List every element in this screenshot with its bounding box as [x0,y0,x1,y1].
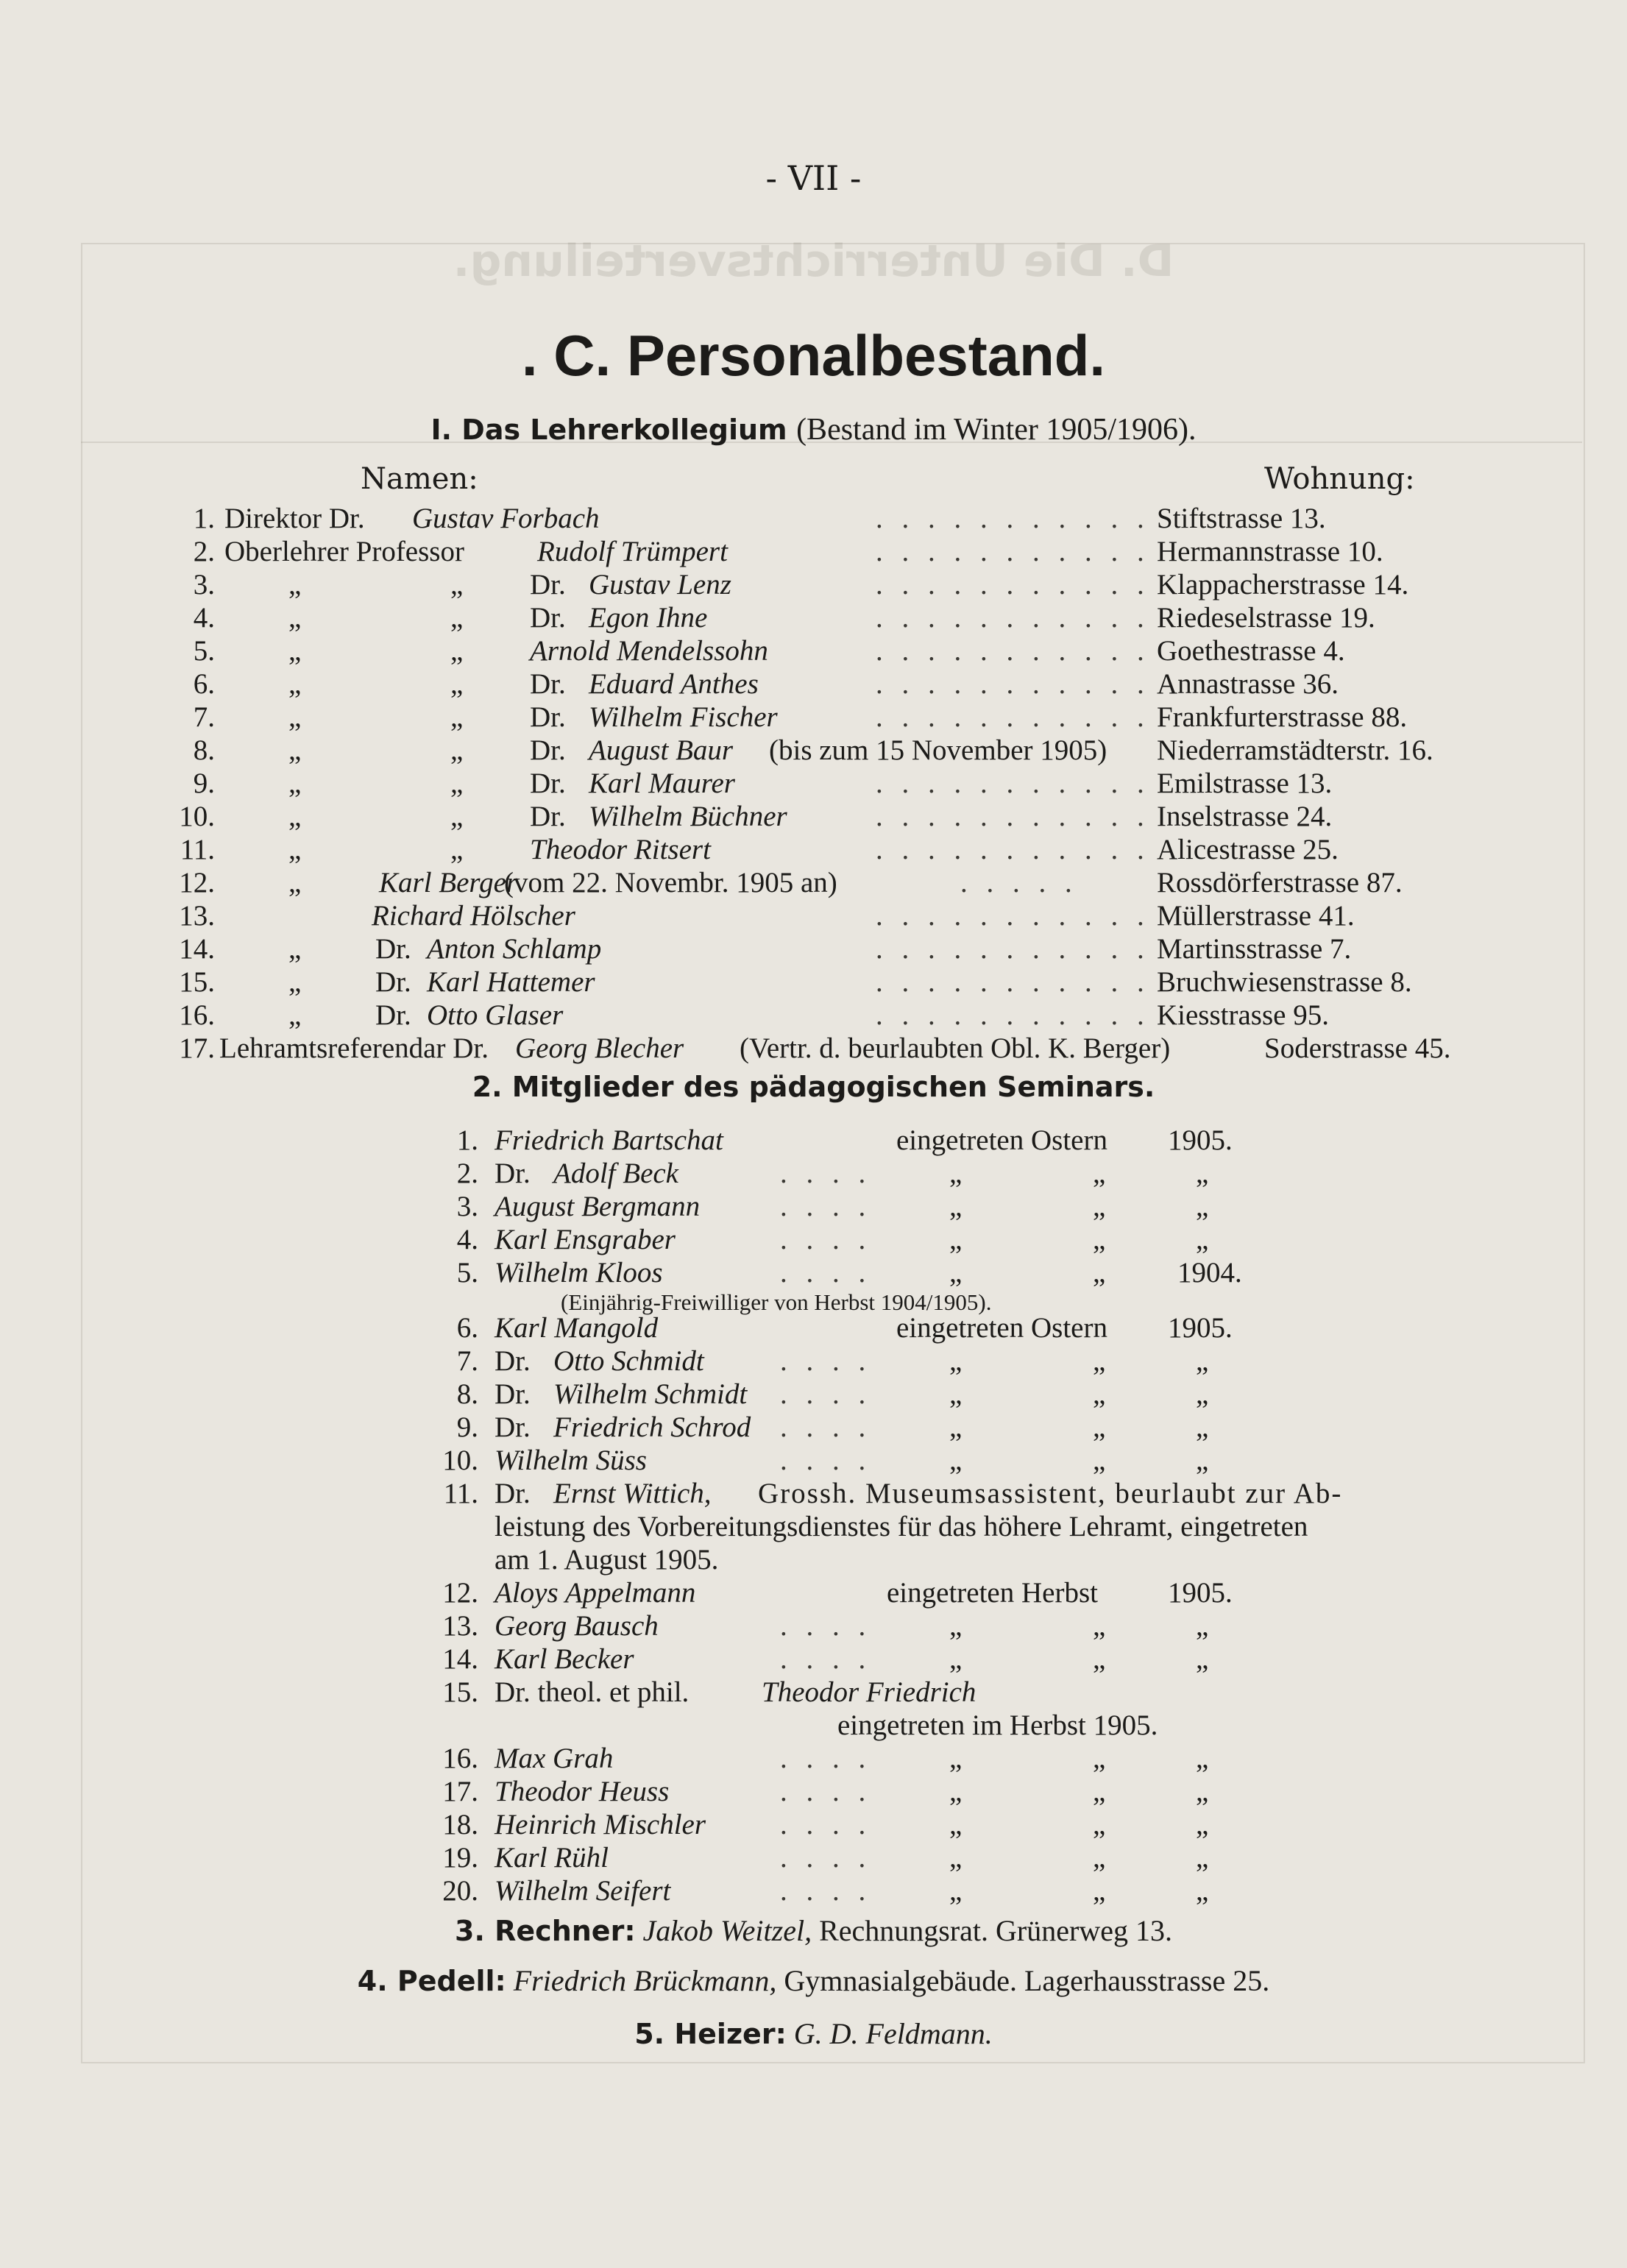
seminar-title: Dr. [495,1478,531,1509]
ditto-mark: „ [1093,1842,1106,1874]
teacher-row [0,767,1627,801]
seminar-row [0,1124,1627,1158]
seminar-title: Dr. [495,1345,531,1377]
seminar-title: Dr. [495,1378,531,1410]
row-number: 14. [179,933,215,965]
teacher-address: Goethestrasse 4. [1157,635,1345,667]
rechner-label: 3. Rechner: [455,1915,636,1947]
ditto-mark: „ [1093,1378,1106,1410]
ditto-mark: „ [949,1224,963,1255]
seminar-name: Karl Mangold [495,1312,659,1344]
teacher-title: Dr. [375,966,411,998]
leader-dots: . . . . . . . . . . . [876,635,1150,667]
entry-year: „ [1196,1378,1209,1410]
leader-dots: . . . . . . . . . . . [876,966,1150,998]
teacher-address: Frankfurterstrasse 88. [1157,701,1408,733]
ditto-mark: „ [288,999,302,1031]
row-number: 16. [179,999,215,1031]
ditto-mark: „ [949,1809,963,1840]
seminar-row [0,1444,1627,1478]
row-number: 15. [179,966,215,998]
ditto-mark: „ [288,834,302,865]
seminar-name: Heinrich Mischler [495,1809,706,1840]
ditto-mark: „ [1093,1224,1106,1255]
teacher-row [0,833,1627,867]
row-number: 12. [442,1577,478,1609]
row-number: 11. [443,1478,478,1509]
ditto-mark: „ [949,1345,963,1377]
teacher-name: Georg Blecher [515,1032,684,1064]
entry-year: „ [1196,1411,1209,1443]
leader-dots: . . . . [780,1224,872,1255]
seminar-name: Adolf Beck [553,1158,678,1189]
ditto-mark: „ [288,966,302,998]
heizer-name: G. D. Feldmann. [793,2017,993,2050]
ditto-mark: „ [949,1257,963,1289]
ditto-mark: „ [949,1445,963,1476]
seminar-name: Max Grah [495,1743,614,1774]
page-title: . C. Personalbestand. [521,323,1106,388]
ditto-mark: „ [450,569,464,600]
column-header-names: Namen: [361,462,478,496]
seminar-row [0,1157,1627,1191]
entry-term: eingetreten im Herbst 1905. [837,1709,1158,1741]
entry-year: „ [1196,1191,1209,1222]
leader-dots: . . . . [780,1610,872,1642]
seminar-name: Ernst Wittich, [553,1478,712,1509]
teacher-rank: Lehramtsreferendar Dr. [219,1032,489,1064]
leader-dots: . . . . . . . . . . . [876,569,1150,600]
teacher-address: Emilstrasse 13. [1157,768,1333,799]
leader-dots: . . . . [780,1191,872,1222]
teacher-address: Rossdörferstrasse 87. [1157,867,1403,899]
seminar-description: am 1. August 1905. [495,1544,719,1576]
seminar-note: (Einjährig-Freiwilliger von Herbst 1904/1905). [561,1289,992,1315]
teacher-title: Dr. [530,768,566,799]
seminar-row [0,1311,1627,1345]
seminar-name: Karl Rühl [495,1842,609,1874]
entry-year: „ [1196,1809,1209,1840]
entry-year: „ [1196,1345,1209,1377]
row-number: 5. [456,1257,478,1289]
seminar-name: Wilhelm Kloos [495,1257,663,1289]
leader-dots: . . . . [780,1776,872,1807]
teacher-row [0,965,1627,999]
row-number: 17. [442,1776,478,1807]
teacher-row [0,701,1627,734]
ditto-mark: „ [450,668,464,700]
leader-dots: . . . . [780,1257,872,1289]
teacher-name: Eduard Anthes [589,668,759,700]
section-1-heading-label: I. Das Lehrerkollegium [430,414,787,446]
teacher-name: August Baur [589,734,734,766]
row-number: 12. [179,867,215,899]
row-number: 18. [442,1809,478,1840]
page-number: - VII - [765,158,862,198]
seminar-row [0,1477,1627,1511]
row-number: 1. [193,503,215,534]
teacher-title: Dr. [530,668,566,700]
teacher-title: Dr. [375,933,411,965]
teacher-address: Niederramstädterstr. 16. [1157,734,1433,766]
row-number: 11. [180,834,215,865]
ditto-mark: „ [1093,1875,1106,1907]
ditto-mark: „ [288,602,302,634]
teacher-name: Wilhelm Fischer [589,701,778,733]
rechner-name: Jakob Weitzel, [642,1914,812,1947]
leader-dots: . . . . . . . . . . . [876,668,1150,700]
entry-year: „ [1196,1643,1209,1675]
leader-dots: . . . . . . . . . . . [876,933,1150,965]
row-number: 15. [442,1676,478,1708]
seminar-row [0,1642,1627,1676]
leader-dots: . . . . [780,1809,872,1840]
teacher-name: Theodor Ritsert [530,834,711,865]
teacher-rank: Direktor Dr. [224,503,365,534]
teacher-row [0,535,1627,569]
teacher-name: Gustav Lenz [589,569,731,600]
pedell-line [0,1963,1627,1998]
teacher-row [0,502,1627,536]
teacher-row [0,601,1627,635]
entry-year: „ [1196,1776,1209,1807]
ditto-mark: „ [288,635,302,667]
row-number: 6. [193,668,215,700]
leader-dots: . . . . [780,1643,872,1675]
teacher-address: Riedeselstrasse 19. [1157,602,1375,634]
entry-term: eingetreten Ostern [896,1124,1107,1156]
row-number: 19. [442,1842,478,1874]
teacher-name: Arnold Mendelssohn [530,635,768,667]
seminar-title: Dr. theol. et phil. [495,1676,690,1708]
heizer-line [0,2016,1627,2051]
rechner-details: Rechnungsrat. Grünerweg 13. [819,1914,1172,1947]
seminar-name: Wilhelm Süss [495,1445,647,1476]
teacher-title: Dr. [530,734,566,766]
ditto-mark: „ [1093,1610,1106,1642]
ditto-mark: „ [949,1610,963,1642]
heizer-label: 5. Heizer: [634,2018,787,2050]
row-number: 3. [456,1191,478,1222]
pedell-label: 4. Pedell: [357,1965,506,1997]
leader-dots: . . . . . . . . . . . [876,900,1150,932]
seminar-name: Otto Schmidt [553,1345,704,1377]
ditto-mark: „ [1093,1257,1106,1289]
ditto-mark: „ [1093,1643,1106,1675]
teacher-name: Karl Maurer [589,768,735,799]
teacher-row [0,568,1627,602]
ditto-mark: „ [949,1875,963,1907]
row-number: 13. [179,900,215,932]
entry-year: 1905. [1168,1312,1233,1344]
leader-dots: . . . . . . . . . . . [876,768,1150,799]
teacher-name: Karl Berger [379,867,518,899]
teacher-title: Dr. [530,569,566,600]
row-number: 8. [456,1378,478,1410]
leader-dots: . . . . [780,1445,872,1476]
leader-dots: . . . . . . . . . . . [876,834,1150,865]
seminar-name: Theodor Friedrich [762,1676,976,1708]
seminar-name: Aloys Appelmann [495,1577,696,1609]
ditto-mark: „ [1093,1743,1106,1774]
ditto-mark: „ [288,801,302,832]
row-number: 4. [193,602,215,634]
seminar-row [0,1676,1627,1709]
seminar-name: Georg Bausch [495,1610,659,1642]
teacher-note: (bis zum 15 November 1905) [769,734,1107,766]
entry-year: „ [1196,1743,1209,1774]
ditto-mark: „ [1093,1191,1106,1222]
ditto-mark: „ [949,1411,963,1443]
seminar-row [0,1256,1627,1290]
ditto-mark: „ [450,602,464,634]
teacher-address: Stiftstrasse 13. [1157,503,1326,534]
row-number: 2. [193,536,215,567]
section-1-heading [0,412,1627,447]
teacher-row [0,932,1627,966]
seminar-name: August Bergmann [495,1191,701,1222]
leader-dots: . . . . . . . . . . . [876,503,1150,534]
teacher-row [0,1032,1627,1066]
teacher-row [0,667,1627,701]
leader-dots: . . . . [780,1158,872,1189]
ditto-mark: „ [1093,1158,1106,1189]
ditto-mark: „ [1093,1776,1106,1807]
seminar-row [0,1742,1627,1776]
entry-term: eingetreten Ostern [896,1312,1107,1344]
seminar-row [0,1378,1627,1411]
seminar-row [0,1223,1627,1257]
row-number: 8. [193,734,215,766]
leader-dots: . . . . . . . . . . . [876,701,1150,733]
teacher-title: Dr. [530,801,566,832]
teacher-name: Gustav Forbach [412,503,600,534]
leader-dots: . . . . [780,1345,872,1377]
row-number: 9. [193,768,215,799]
teacher-name: Karl Hattemer [427,966,595,998]
seminar-description: Grossh. Museumsassistent, beurlaubt zur Ab- [758,1478,1343,1509]
ditto-mark: „ [450,834,464,865]
row-number: 1. [456,1124,478,1156]
entry-year: 1905. [1168,1577,1233,1609]
teacher-row [0,899,1627,933]
leader-dots: . . . . . . . . . . . [876,801,1150,832]
seminar-row [0,1190,1627,1224]
leader-dots: . . . . [780,1411,872,1443]
row-number: 16. [442,1743,478,1774]
teacher-note: (vom 22. Novembr. 1905 an) [504,867,837,899]
teacher-address: Annastrasse 36. [1157,668,1339,700]
entry-year: 1905. [1168,1124,1233,1156]
row-number: 10. [442,1445,478,1476]
seminar-row [0,1841,1627,1875]
ditto-mark: „ [450,734,464,766]
ditto-mark: „ [949,1378,963,1410]
ditto-mark: „ [450,701,464,733]
section-1-heading-rest: (Bestand im Winter 1905/1906). [796,413,1197,447]
bleed-through-heading: D. Die Unterrichtsverteilung. [453,235,1174,287]
ditto-mark: „ [288,768,302,799]
ditto-mark: „ [450,635,464,667]
row-number: 7. [193,701,215,733]
teacher-address: Soderstrasse 45. [1264,1032,1451,1064]
ditto-mark: „ [288,668,302,700]
ditto-mark: „ [949,1643,963,1675]
ditto-mark: „ [1093,1411,1106,1443]
leader-dots: . . . . . [960,867,1078,899]
leader-dots: . . . . . . . . . . . [876,602,1150,634]
row-number: 6. [456,1312,478,1344]
ditto-mark: „ [949,1842,963,1874]
entry-year: 1904. [1177,1257,1242,1289]
row-number: 20. [442,1875,478,1907]
leader-dots: . . . . [780,1875,872,1907]
row-number: 7. [456,1345,478,1377]
teacher-address: Bruchwiesenstrasse 8. [1157,966,1412,998]
seminar-row [0,1609,1627,1643]
seminar-description: leistung des Vorbereitungsdienstes für das höhere Lehramt, eingetreten [495,1511,1308,1542]
teacher-address: Klappacherstrasse 14. [1157,569,1409,600]
ditto-mark: „ [288,867,302,899]
entry-year: „ [1196,1445,1209,1476]
section-2-heading: 2. Mitglieder des pädagogischen Seminars. [472,1071,1155,1103]
ditto-mark: „ [288,701,302,733]
ditto-mark: „ [949,1158,963,1189]
teacher-name: Egon Ihne [589,602,708,634]
entry-year: „ [1196,1610,1209,1642]
seminar-title: Dr. [495,1158,531,1189]
row-number: 4. [456,1224,478,1255]
row-number: 2. [456,1158,478,1189]
seminar-name: Karl Ensgraber [495,1224,676,1255]
leader-dots: . . . . [780,1743,872,1774]
leader-dots: . . . . [780,1842,872,1874]
ditto-mark: „ [949,1776,963,1807]
row-number: 10. [179,801,215,832]
seminar-name: Karl Becker [495,1643,634,1675]
teacher-title: Dr. [530,602,566,634]
seminar-row [0,1344,1627,1378]
seminar-title: Dr. [495,1411,531,1443]
teacher-title: Dr. [375,999,411,1031]
seminar-name: Friedrich Schrod [553,1411,751,1443]
ditto-mark: „ [450,768,464,799]
pedell-details: Gymnasialgebäude. Lagerhausstrasse 25. [784,1964,1270,1997]
teacher-name: Rudolf Trümpert [537,536,728,567]
teacher-address: Alicestrasse 25. [1157,834,1339,865]
teacher-rank: Oberlehrer Professor [224,536,464,567]
teacher-row [0,800,1627,834]
seminar-row [0,1808,1627,1842]
entry-year: „ [1196,1224,1209,1255]
ditto-mark: „ [1093,1345,1106,1377]
seminar-name: Theodor Heuss [495,1776,670,1807]
seminar-name: Wilhelm Schmidt [553,1378,748,1410]
teacher-name: Anton Schlamp [427,933,602,965]
column-header-address: Wohnung: [1264,462,1415,496]
row-number: 5. [193,635,215,667]
ditto-mark: „ [288,569,302,600]
row-number: 3. [193,569,215,600]
rechner-line [0,1913,1627,1948]
teacher-address: Müllerstrasse 41. [1157,900,1355,932]
leader-dots: . . . . . . . . . . . [876,999,1150,1031]
seminar-row [0,1775,1627,1809]
row-number: 9. [456,1411,478,1443]
teacher-address: Kiesstrasse 95. [1157,999,1329,1031]
teacher-row [0,999,1627,1032]
ditto-mark: „ [1093,1445,1106,1476]
teacher-note: (Vertr. d. beurlaubten Obl. K. Berger) [740,1032,1171,1064]
leader-dots: . . . . [780,1378,872,1410]
seminar-name: Friedrich Bartschat [495,1124,723,1156]
row-number: 14. [442,1643,478,1675]
teacher-title: Dr. [530,701,566,733]
teacher-address: Hermannstrasse 10. [1157,536,1383,567]
row-number: 17. [179,1032,215,1064]
teacher-name: Otto Glaser [427,999,564,1031]
pedell-name: Friedrich Brückmann, [513,1964,777,1997]
teacher-row [0,866,1627,900]
seminar-row [0,1874,1627,1908]
teacher-name: Wilhelm Büchner [589,801,787,832]
teacher-row [0,734,1627,768]
seminar-row [0,1411,1627,1445]
ditto-mark: „ [1093,1809,1106,1840]
ditto-mark: „ [450,801,464,832]
entry-year: „ [1196,1842,1209,1874]
seminar-name: Wilhelm Seifert [495,1875,671,1907]
teacher-address: Inselstrasse 24. [1157,801,1333,832]
teacher-address: Martinsstrasse 7. [1157,933,1352,965]
ditto-mark: „ [949,1191,963,1222]
row-number: 13. [442,1610,478,1642]
entry-term: eingetreten Herbst [887,1577,1098,1609]
ditto-mark: „ [949,1743,963,1774]
teacher-name: Richard Hölscher [372,900,575,932]
ditto-mark: „ [288,933,302,965]
leader-dots: . . . . . . . . . . . [876,536,1150,567]
seminar-row [0,1576,1627,1610]
teacher-row [0,634,1627,668]
entry-year: „ [1196,1158,1209,1189]
ditto-mark: „ [288,734,302,766]
entry-year: „ [1196,1875,1209,1907]
